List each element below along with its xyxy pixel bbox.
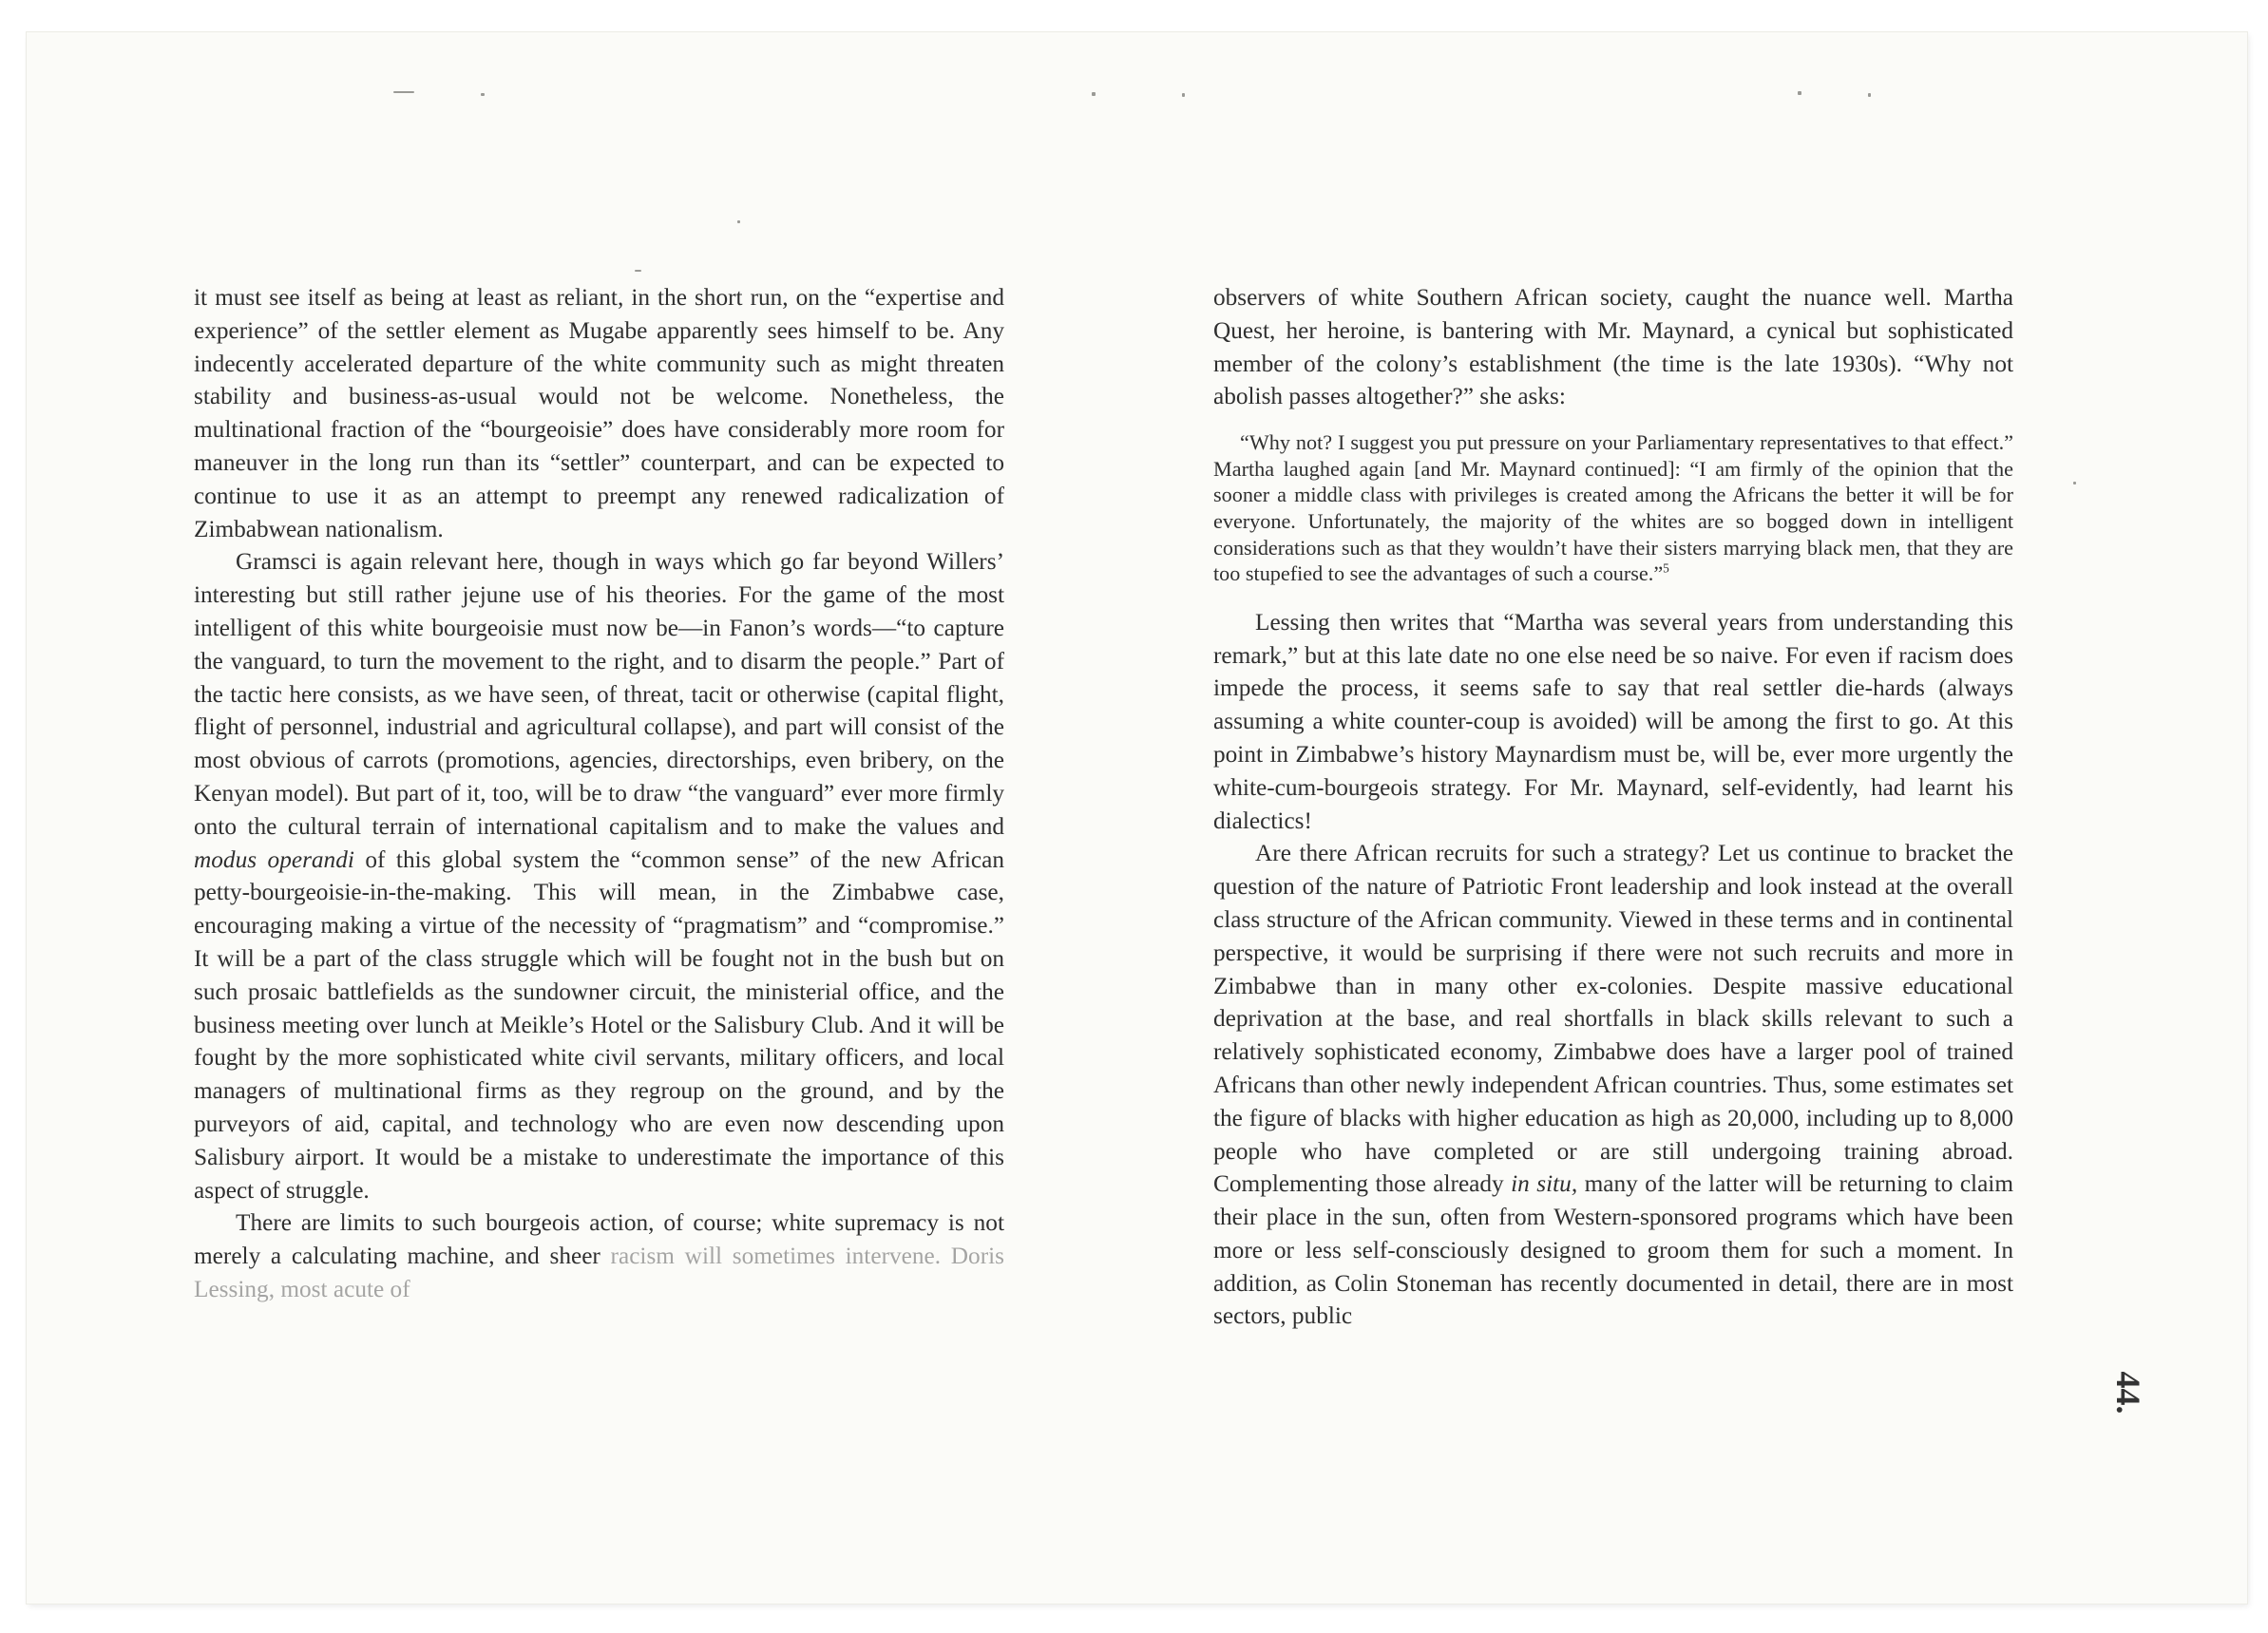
scan-speck [1868, 93, 1871, 97]
block-quote [1213, 429, 2013, 587]
scan-speck [1092, 92, 1096, 96]
right-paragraph-3-cont: many of the latter will be returning to claim their place in the sun, often from Western-sponsored programs which have been more or less self-consciously designed to groom them for such a moment. In addition, as Colin Stoneman has recently documented in detail, there are in most sectors, public [1213, 1170, 2013, 1330]
left-paragraph-2 [194, 545, 1004, 1206]
left-paragraph-3 [194, 1206, 1004, 1305]
left-paragraph-2-cont: of this global system the “common sense” of the new African petty-bourgeoisie-in-the-making. This will mean, in the Zimbabwe case, encouraging making a virtue of the necessity of “pragmatism” and “compromise.” It will be a part of the class struggle which will be fought not in the bush but on such prosaic battlefields as the sundowner circuit, the ministerial office, and the business meeting over lunch at Meikle’s Hotel or the Salisbury Club. And it will be fought by the more sophisticated white civil servants, military officers, and local managers of multinational firms as they regroup on the ground, and by the purveyors of aid, capital, and technology who are even now descending upon Salisbury airport. It would be a mistake to underestimate the importance of this aspect of struggle. [194, 845, 1004, 1204]
left-paragraph-3-text: There are limits to such bourgeois action, of course; white supremacy is not merely a calculating machine, and sheer [194, 1209, 1004, 1270]
left-paragraph-1: it must see itself as being at least as reliant, in the short run, on the “expertise and experience” of the settler element as Mugabe apparently sees himself to be. Any indecently accelerated departure of the white community such as might threaten stability and business-as-usual would not be welcome. Nonetheless, the multinational fraction of the “bourgeoisie” does have considerably more room for maneuver in the long run than its “settler” counterpart, and can be expected to continue to use it as an attempt to preempt any renewed radicalization of Zimbabwean nationalism. [194, 284, 1004, 542]
right-paragraph-2: Lessing then writes that “Martha was several years from understanding this remark,” but at this late date no one else need be so naive. For even if racism does impede the process, it seems safe to say that real settler die-hards (always assuming a white counter-coup is avoided) will be among the first to go. At this point in Zimbabwe’s history Maynardism must be, will be, ever more urgently the white-cum-bourgeois strategy. For Mr. Maynard, self-evidently, had learnt his dialectics! [1213, 608, 2013, 834]
scan-speck [1182, 93, 1185, 97]
page-number: 44. [2109, 1371, 2147, 1415]
right-paragraph-3-text: Are there African recruits for such a strategy? Let us continue to bracket the question of the nature of Patriotic Front leadership and look instead at the overall class structure of the African community. Viewed in these terms and in continental perspective, it would be surprising if there were not such recruits and more in Zimbabwe than in many other ex-colonies. Despite massive educational deprivation at the base, and real shortfalls in black skills relevant to such a relatively sophisticated economy, Zimbabwe does have a larger pool of trained Africans than other newly independent African countries. Thus, some estimates set the figure of blacks with higher education as high as 20,000, including up to 8,000 people who have completed or are still undergoing training abroad. Complementing those already [1213, 840, 2013, 1198]
left-paragraph-2-text: Gramsci is again relevant here, though in ways which go far beyond Willers’ interesting but still rather jejune use of his theories. For the game of the most intelligent of this white bourgeoisie must now be—in Fanon’s words—“to capture the vanguard, to turn the movement to the right, and to disarm the people.” Part of the tactic here consists, as we have seen, of threat, tacit or otherwise (capital flight, flight of personnel, industrial and agricultural collapse), and part will consist of the most obvious of carrots (promotions, agencies, directorships, even bribery, on the Kenyan model). But part of it, too, will be to draw “the vanguard” ever more firmly onto the cultural terrain of international capitalism and to make the values and [194, 548, 1004, 840]
right-paragraph-3 [1213, 837, 2013, 1333]
cut-off-line: racism will sometimes intervene. Doris Lessing, most acute of [194, 1243, 1004, 1302]
right-paragraph-1: observers of white Southern African society, caught the nuance well. Martha Quest, her heroine, is bantering with Mr. Maynard, a cynical but sophisticated member of the colony’s establishment (the time is the late 1930s). “Why not abolish passes altogether?” she asks: [1213, 284, 2013, 410]
scan-speck [1798, 91, 1801, 95]
left-page-text [194, 281, 1004, 1535]
scan-speck [2073, 482, 2076, 484]
italic-phrase: in situ, [1511, 1170, 1578, 1198]
footnote-ref: 5 [1663, 560, 1669, 576]
italic-phrase: modus operandi [194, 845, 354, 873]
scan-speck [481, 93, 485, 96]
document-sheet [27, 32, 2247, 1604]
right-page-text [1213, 281, 2013, 1535]
scan-speck [393, 91, 414, 93]
scan-speck [737, 220, 740, 223]
scan-speck [635, 270, 641, 272]
block-quote-text: “Why not? I suggest you put pressure on your Parliamentary representatives to that effect.” Martha laughed again [and Mr. Maynard continued]: “I am firmly of the opinion that the sooner a middle class with privileges is created among the Africans the better it will be for everyone. Unfortunately, the majority of the whites are so bogged down in intelligent considerations such as that they wouldn’t have their sisters marrying black men, that they are too stupefied to see the advantages of such a course.” [1213, 430, 2013, 586]
